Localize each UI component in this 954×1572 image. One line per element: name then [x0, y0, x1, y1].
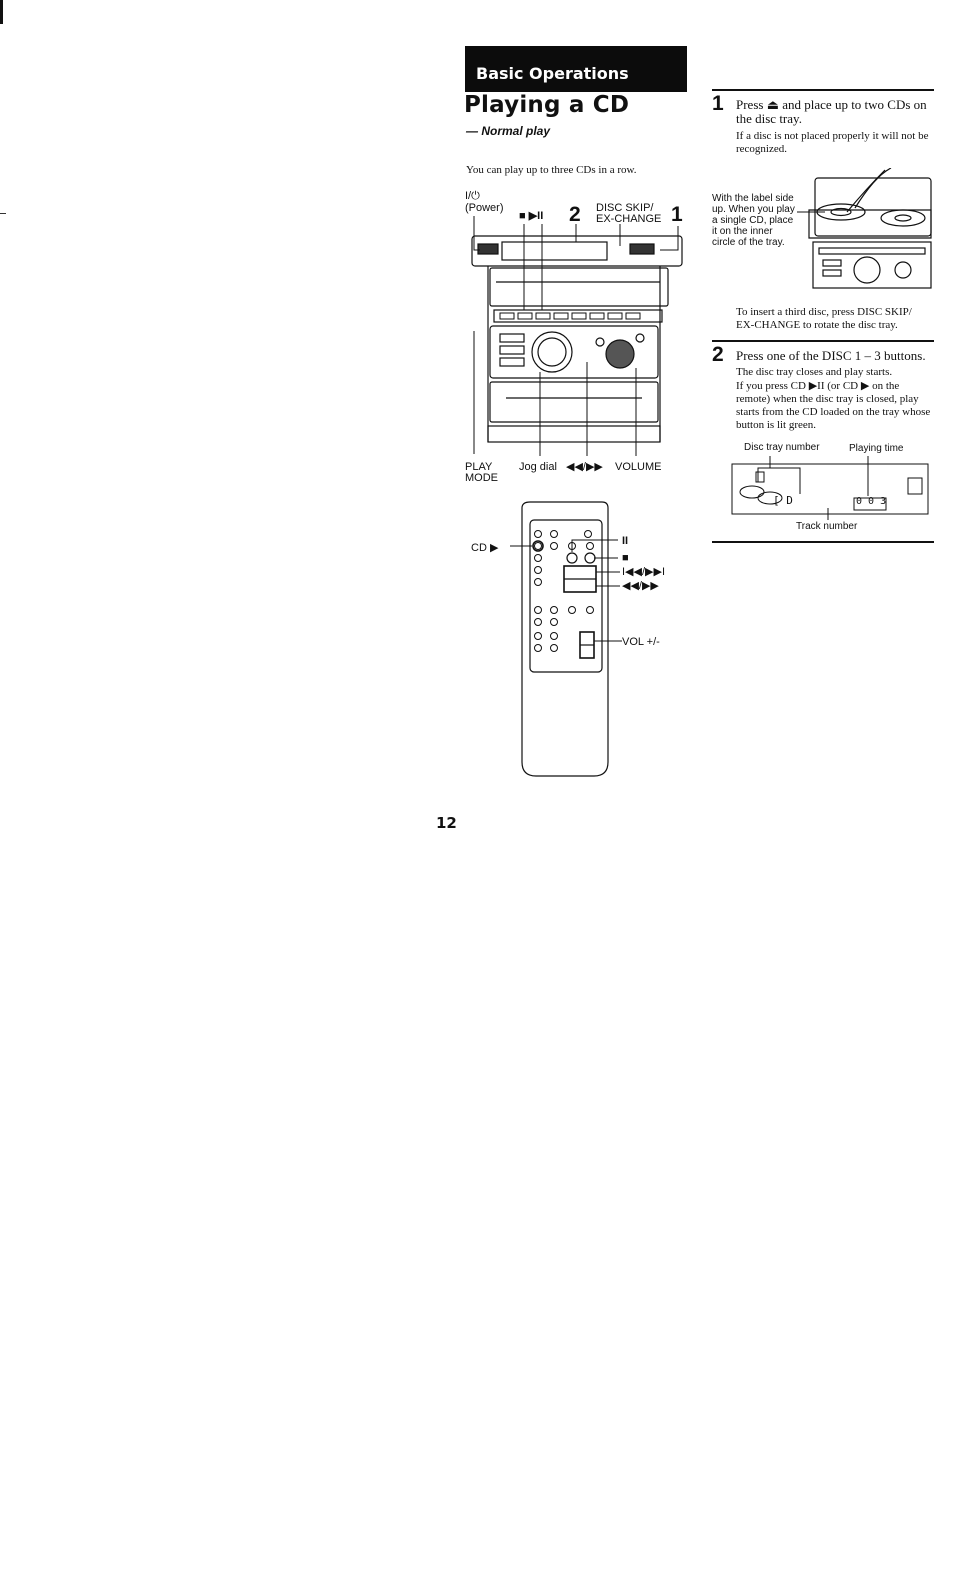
remote-vol-label: VOL +/-: [622, 636, 660, 648]
volume-label: VOLUME: [615, 461, 662, 473]
time-readout: 0 0 3: [856, 496, 887, 507]
disc-skip-label-1: DISC SKIP/: [596, 202, 654, 214]
play-mode-label-2: MODE: [465, 472, 498, 484]
jog-dial-label: Jog dial: [519, 461, 557, 473]
intro-text: You can play up to three CDs in a row.: [466, 164, 637, 176]
stop-play-label: ■ ▶II: [519, 210, 544, 222]
page-edge-mark: [0, 0, 3, 24]
unit-step2-marker: 2: [569, 203, 581, 226]
disc-buttons-panel: [502, 242, 607, 260]
volume-knob-shape: [606, 340, 634, 368]
step1-note: If a disc is not placed properly it will not be recognized.: [736, 130, 929, 155]
disc-tray-number-label: Disc tray number: [744, 442, 820, 453]
seek-label: ◀◀/▶▶: [566, 461, 603, 473]
remote-stop-label: ■: [622, 552, 629, 564]
bottom-rule: [712, 541, 934, 543]
step1-top-rule: [712, 89, 934, 91]
page-edge-dash: [0, 213, 6, 214]
section-banner-text: Basic Operations: [476, 64, 629, 83]
step2-number: 2: [712, 343, 724, 366]
step2-text: Press one of the DISC 1 – 3 buttons.: [736, 348, 926, 363]
label-side-note: With the label side up. When you play a single CD, place it on the inner circle of the tray.: [712, 193, 795, 248]
disc-skip-label-2: EX-CHANGE: [596, 213, 662, 225]
eject-button-shape: [630, 244, 654, 254]
disc-readout: [ D: [773, 494, 793, 507]
remote-illustration: [510, 500, 630, 782]
unit-step1-marker: 1: [671, 203, 683, 226]
button-strip: [494, 310, 662, 322]
step2-note-1: The disc tray closes and play starts.: [736, 366, 893, 378]
display-panel-illustration: [730, 454, 930, 520]
cassette-area: [490, 382, 658, 422]
unit-base: [488, 426, 660, 442]
power-label: I/⏻: [465, 190, 480, 202]
step1-text: Press ⏏ and place up to two CDs on the disc tray.: [736, 97, 927, 126]
tray-area: [490, 268, 668, 306]
step1-number: 1: [712, 92, 724, 115]
remote-skip-label: I◀◀/▶▶I: [622, 566, 666, 578]
remote-cd-play-label: CD ▶: [471, 542, 499, 554]
playing-time-label: Playing time: [849, 443, 904, 454]
page-title: Playing a CD: [464, 92, 630, 118]
remote-pause-label: II: [622, 535, 629, 547]
eject-icon: ⏏: [766, 97, 779, 112]
disc-tray-illustration: [795, 168, 935, 292]
remote-seek-label: ◀◀/▶▶: [622, 580, 659, 592]
play-mode-label-1: PLAY: [465, 461, 493, 473]
power-sub-label: (Power): [465, 202, 504, 214]
stereo-unit-illustration: [460, 186, 690, 486]
third-disc-note: To insert a third disc, press DISC SKIP/ EX-CHANGE to rotate the disc tray.: [736, 306, 912, 331]
track-number-label: Track number: [796, 521, 858, 532]
page-subtitle: — Normal play: [466, 124, 551, 138]
page-number: 12: [436, 814, 457, 832]
step2-top-rule: [712, 340, 934, 342]
step2-note-2: If you press CD ▶II (or CD ▶ on the remote) when the disc tray is closed, play starts from the CD loaded on the tray whose button is lit green.: [736, 380, 931, 431]
power-button-shape: [478, 244, 498, 254]
